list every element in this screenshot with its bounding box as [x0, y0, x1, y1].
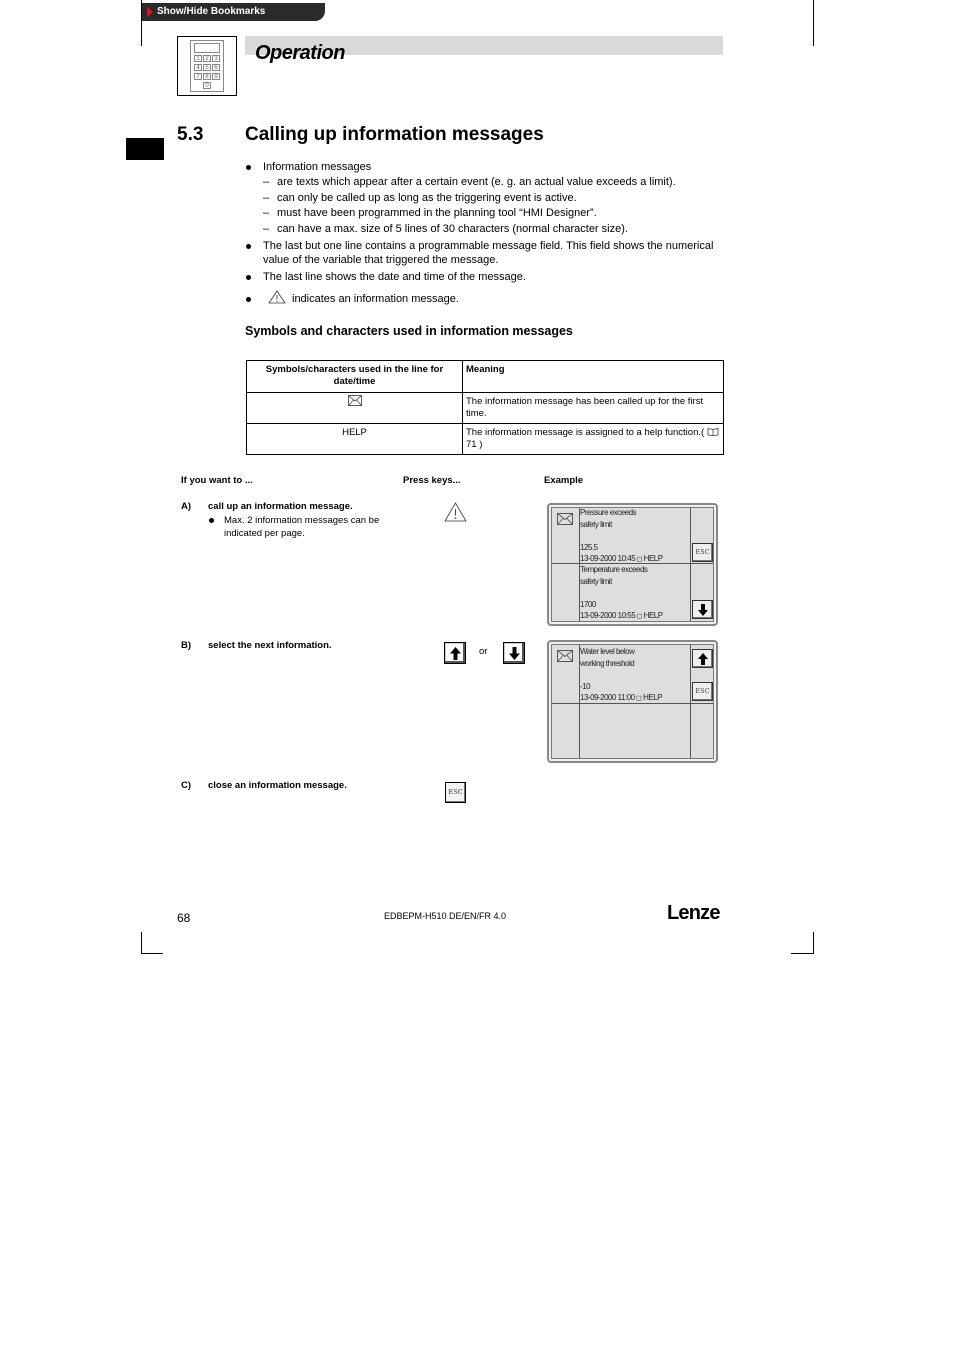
- envelope-symbol: ◻: [635, 556, 642, 563]
- triangle-right-icon: [147, 7, 153, 17]
- bullet-icon: [208, 516, 216, 524]
- arrow-down-icon: [508, 646, 521, 661]
- esc-key[interactable]: ESC: [445, 782, 466, 803]
- column-header-if: If you want to ...: [181, 475, 253, 486]
- step-note: Max. 2 information messages can be indicated per page.: [224, 515, 380, 539]
- bullet-icon: [245, 295, 253, 303]
- table-row: [247, 424, 724, 455]
- page-reference: 71 ): [466, 439, 483, 450]
- example-panel-b: [547, 640, 718, 763]
- bullet-text: The last line shows the date and time of the message.: [263, 271, 526, 283]
- symbols-heading: Symbols and characters used in information messages: [245, 324, 573, 338]
- envelope-icon: [348, 395, 362, 406]
- message-line: safety limit: [580, 520, 612, 529]
- keypad-display: [194, 43, 220, 53]
- section-title: Calling up information messages: [245, 124, 544, 145]
- dash-text: can have a max. size of 5 lines of 30 characters (normal character size).: [277, 223, 628, 235]
- warning-triangle-icon: [444, 502, 467, 522]
- book-icon: [707, 427, 719, 436]
- bullet-icon: [245, 163, 253, 171]
- keypad-key: 0: [203, 82, 211, 89]
- bullet-text: value of the variable that triggered the message.: [263, 254, 499, 266]
- arrow-up-key[interactable]: [444, 642, 466, 664]
- table-header-symbols: Symbols/characters used in the line for date/time: [265, 364, 444, 387]
- esc-button[interactable]: ESC: [692, 682, 713, 701]
- keypad-key: 7: [194, 73, 202, 80]
- crop-mark: [813, 932, 814, 954]
- table-cell: The information message has been called up for the first time.: [463, 393, 724, 424]
- arrow-down-key[interactable]: [503, 642, 525, 664]
- message-datetime: 13-09-2000 10:45 ◻ HELP: [580, 554, 663, 563]
- panel-screen: [551, 644, 714, 759]
- keypad-key: 2: [203, 55, 211, 62]
- arrow-up-icon: [449, 646, 462, 661]
- dash: –: [263, 192, 270, 204]
- arrow-up-icon: [697, 652, 709, 666]
- bullet-icon: [245, 273, 253, 281]
- divider: [690, 508, 691, 621]
- envelope-symbol: ◻: [635, 613, 642, 620]
- message-line: working threshold: [580, 659, 635, 668]
- step-text: close an information message.: [208, 780, 347, 791]
- arrow-down-icon: [697, 603, 709, 617]
- crop-mark: [141, 953, 163, 954]
- bullet-icon: [245, 242, 253, 250]
- table-row: [247, 393, 724, 424]
- message-line: Water level below: [580, 647, 635, 656]
- dash: –: [263, 223, 270, 235]
- dash-text: must have been programmed in the planning tool “HMI Designer”.: [277, 207, 597, 219]
- message-value: 125.5: [580, 543, 598, 552]
- keypad-body: [190, 40, 224, 92]
- keypad-key: 4: [194, 64, 202, 71]
- step-letter: C): [181, 780, 192, 791]
- message-datetime: 13-09-2000 10:55 ◻ HELP: [580, 611, 663, 620]
- divider: [690, 645, 691, 758]
- step-text: call up an information message.: [208, 501, 353, 512]
- keypad-key: 9: [212, 73, 220, 80]
- dash: –: [263, 207, 270, 219]
- page-number: 68: [177, 911, 191, 925]
- arrow-down-button[interactable]: [692, 600, 713, 619]
- table-cell: HELP: [247, 424, 463, 455]
- keypad-illustration: [177, 36, 237, 96]
- envelope-icon: [557, 513, 573, 525]
- table-header-cell: [463, 361, 724, 393]
- document-id: EDBEPM-H510 DE/EN/FR 4.0: [384, 911, 507, 921]
- keypad-key: 3: [212, 55, 220, 62]
- crop-mark: [813, 0, 814, 46]
- section-number: 5.3: [177, 124, 204, 145]
- symbols-table: [246, 360, 724, 455]
- warning-triangle-icon: [268, 290, 286, 304]
- page-title: Operation: [255, 42, 345, 64]
- meaning-text: The information message is assigned to a help function.(: [466, 427, 705, 438]
- envelope-icon: [557, 650, 573, 662]
- message-value: -10: [580, 682, 591, 691]
- or-text: or: [479, 646, 488, 657]
- step-letter: A): [181, 501, 192, 512]
- message-line: Pressure exceeds: [580, 508, 637, 517]
- dash-text: are texts which appear after a certain event (e. g. an actual value exceeds a limit).: [277, 176, 676, 188]
- show-hide-bookmarks-button[interactable]: [141, 3, 325, 21]
- table-header-cell: [247, 361, 463, 393]
- envelope-symbol: ◻: [634, 695, 642, 702]
- bullet-text: indicates an information message.: [292, 293, 459, 305]
- chapter-marker: [126, 138, 164, 160]
- crop-mark: [141, 0, 142, 46]
- keypad-key: 6: [212, 64, 220, 71]
- step-letter: B): [181, 640, 192, 651]
- keypad-key: 8: [203, 73, 211, 80]
- message-line: Temperature exceeds: [580, 565, 648, 574]
- message-value: 1700: [580, 600, 596, 609]
- bullet-text: The last but one line contains a programmable message field. This field shows the numerical: [263, 240, 714, 252]
- bullet-text: Information messages: [263, 161, 372, 173]
- table-cell: [463, 424, 724, 455]
- message-datetime: 13-09-2000 11:00 ◻ HELP: [580, 693, 662, 702]
- esc-button[interactable]: ESC: [692, 543, 713, 562]
- arrow-up-button[interactable]: [692, 649, 713, 668]
- keypad-key: 5: [203, 64, 211, 71]
- dash-text: can only be called up as long as the triggering event is active.: [277, 192, 577, 204]
- bookmark-label: Show/Hide Bookmarks: [157, 6, 266, 17]
- lenze-logo: Lenze: [667, 902, 720, 924]
- table-cell: [247, 393, 463, 424]
- step-text: select the next information.: [208, 640, 332, 651]
- table-header-meaning: Meaning: [466, 364, 505, 375]
- message-line: safety limit: [580, 577, 612, 586]
- crop-mark: [141, 932, 142, 954]
- keypad-key: 1: [194, 55, 202, 62]
- panel-screen: [551, 507, 714, 622]
- crop-mark: [791, 953, 813, 954]
- dash: –: [263, 176, 270, 188]
- column-header-press: Press keys...: [403, 475, 461, 486]
- example-panel-a: [547, 503, 718, 626]
- column-header-example: Example: [544, 475, 584, 486]
